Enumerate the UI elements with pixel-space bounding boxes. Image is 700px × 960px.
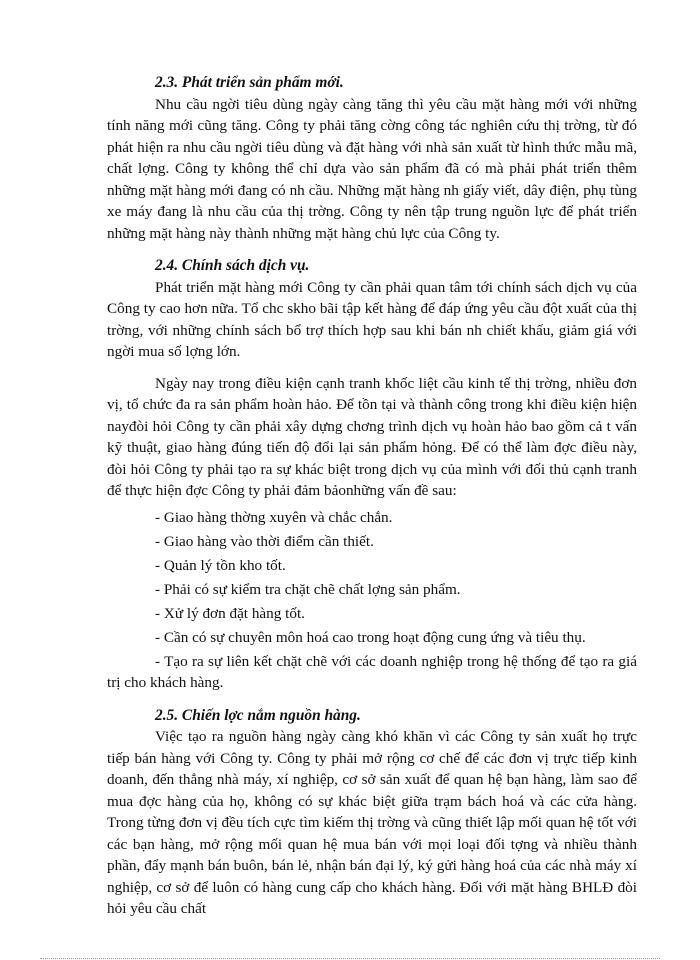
list-item: - Tạo ra sự liên kết chặt chẽ với các doanh nghiệp trong hệ thống để tạo ra giá trị cho khách hàng. [107, 652, 637, 691]
section-sourcing-strategy [107, 705, 637, 920]
section-heading: 2.5. Chiến lợc nắm nguồn hàng. [155, 706, 361, 724]
document-body [107, 72, 637, 931]
list-item: - Giao hàng thờng xuyên và chắc chắn. [155, 508, 393, 526]
list-item: - Giao hàng vào thời điểm cần thiết. [155, 532, 374, 550]
page-bottom-rule [40, 958, 660, 959]
list-item: - Cần có sự chuyên môn hoá cao trong hoạt động cung ứng và tiêu thụ. [155, 628, 586, 646]
section-heading: 2.4. Chính sách dịch vụ. [155, 257, 310, 274]
paragraph: Phát triển mặt hàng mới Công ty cần phải quan tâm tới chính sách dịch vụ của Công ty cao hơn nữa. Tổ chc skho bãi tập kết hàng để đáp ứng yêu cầu đột xuất của thị trờng, với những chính sách bổ trợ thích hợp sau khi bán nh chiết khấu, giảm giá với ngời mua số lợng lớn. [107, 278, 637, 360]
section-service-policy [107, 255, 637, 694]
section-new-products [107, 72, 637, 244]
bullet-list [107, 507, 637, 694]
paragraph: Ngày nay trong điều kiện cạnh tranh khốc liệt cầu kinh tế thị trờng, nhiều đơn vị, tổ chức đa ra sản phẩm hoàn hảo. Để tồn tại và thành công trong khi điều kiện hiện nayđòi hỏi Công ty cần phải xây dựng chơng trình dịch vụ hoàn hảo bao gồm cả t vấn kỹ thuật, giao hàng đúng tiến độ đổi lại sản phẩm hỏng. Để có thể làm đợc điều này, đòi hỏi Công ty phải tạo ra sự khác biệt trong dịch vụ của mình với đối thủ cạnh tranh để thực hiện đợc Công ty phải đảm bảonhững vấn đề sau: [107, 374, 637, 499]
paragraph: Việc tạo ra nguồn hàng ngày càng khó khăn vì các Công ty sản xuất họ trực tiếp bán hàng với Công ty. Công ty phải mở rộng cơ chế để các đơn vị trực tiếp kinh doanh, đến thẳng nhà máy, xí nghiệp, cơ sở sản xuất để quan hệ bạn hàng, làm sao để mua đợc hàng của họ, không có sự khác biệt giữa trạm bách hoá và các cửa hàng. Trong từng đơn vị đều tích cực tìm kiếm thị trờng và cũng thiết lập mối quan hệ tốt với các bạn hàng, mở rộng mối quan hệ mua bán với mọi loại đối tợng và nhiều thành phần, đẩy mạnh bán buôn, bán lẻ, nhận bán đại lý, ký gửi hàng hoá của các nhà máy xí nghiệp, cơ sở để luôn có hàng cung cấp cho khách hàng. Đối với mặt hàng BHLĐ đòi hỏi yêu cầu chất [107, 728, 637, 917]
section-heading: 2.3. Phát triển sản phẩm mới. [155, 74, 344, 91]
list-item: - Quản lý tồn kho tốt. [155, 556, 286, 574]
paragraph: Nhu cầu ngời tiêu dùng ngày càng tăng thì yêu cầu mặt hàng mới với những tính năng mới cũng tăng. Công ty phải tăng cờng công tác nghiên cứu thị trờng, từ đó phát hiện ra nhu cầu ngời tiêu dùng và đặt hàng với nhà sản xuất từ hình thức mẫu mã, chất lợng. Công ty không thể chỉ dựa vào sản phẩm đã có mà phải phát triển thêm những mặt hàng mới đang có nh cầu. Những mặt hàng nh giấy viết, dây điện, phụ tùng xe máy đang là nhu cầu của thị trờng. Công ty nên tập trung nguồn lực để phát triển những mặt hàng này thành những mặt hàng chủ lực của Công ty. [107, 95, 637, 242]
list-item: - Phải có sự kiểm tra chặt chẽ chất lợng sản phẩm. [155, 580, 461, 598]
list-item: - Xử lý đơn đặt hàng tốt. [155, 604, 305, 622]
